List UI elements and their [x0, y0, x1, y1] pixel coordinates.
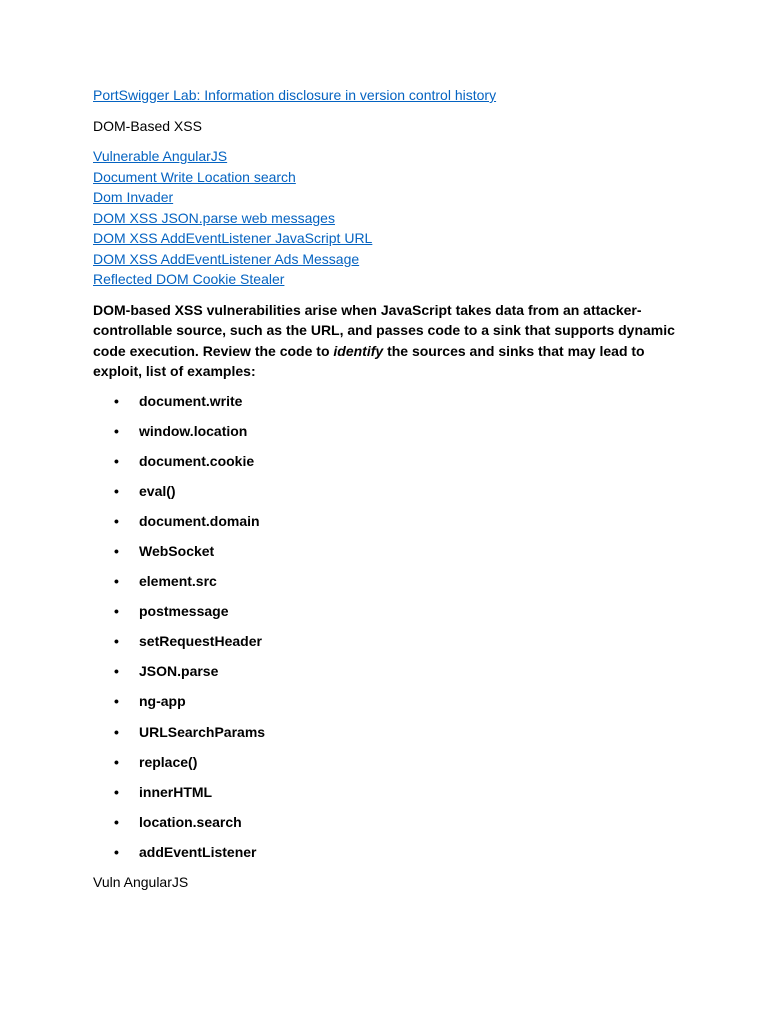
list-item [93, 842, 683, 872]
list-item-text: WebSocket [139, 542, 215, 559]
bullet-icon: • [114, 452, 119, 469]
list-item [93, 752, 683, 782]
link-dom-xss-addeventlistener-ads-message[interactable]: DOM XSS AddEventListener Ads Message [93, 250, 360, 267]
bullet-icon: • [114, 422, 119, 439]
list-item [93, 631, 683, 661]
bullet-icon: • [114, 843, 119, 860]
footer-heading: Vuln AngularJS [93, 874, 189, 890]
bullet-icon: • [114, 753, 119, 770]
list-item [93, 541, 683, 571]
list-item [93, 661, 683, 691]
document-page [93, 85, 683, 893]
bullet-icon: • [114, 482, 119, 499]
description-paragraph [93, 300, 683, 382]
link-dom-xss-addeventlistener-javascript-url[interactable]: DOM XSS AddEventListener JavaScript URL [93, 230, 373, 246]
list-item [93, 571, 683, 601]
list-item [93, 812, 683, 842]
link-reflected-dom-cookie-stealer[interactable]: Reflected DOM Cookie Stealer [93, 271, 285, 287]
list-item-text: innerHTML [139, 783, 213, 800]
list-item-text: URLSearchParams [139, 723, 266, 740]
list-item-text: document.cookie [139, 452, 255, 469]
link-dom-invader[interactable]: Dom Invader [93, 189, 174, 205]
bullet-icon: • [114, 512, 119, 529]
link-list [93, 146, 683, 290]
list-item-text: window.location [139, 422, 248, 439]
paragraph-text-before: DOM-based XSS vulnerabilities arise when JavaScript takes data from an attacker-controllable source, such as the URL, and passes code to a sink that supports dynamic code execution. Review the code to [93, 301, 675, 359]
paragraph-text-after: the sources and sinks that may lead to exploit, list of examples: [93, 342, 645, 379]
examples-list [93, 391, 683, 873]
list-item-text: element.src [139, 573, 217, 590]
bullet-icon: • [114, 573, 119, 590]
list-item [93, 421, 683, 451]
list-item-text: setRequestHeader [139, 633, 262, 650]
list-item [93, 511, 683, 541]
list-item-text: replace() [139, 753, 198, 770]
list-item-text: eval() [139, 482, 176, 499]
list-item-text: addEventListener [139, 843, 257, 860]
list-item [93, 691, 683, 721]
list-item-text: JSON.parse [139, 663, 219, 680]
list-item [93, 782, 683, 812]
link-document-write-location-search[interactable]: Document Write Location search [93, 168, 296, 185]
bullet-icon: • [114, 723, 119, 740]
link-dom-xss-json-parse[interactable]: DOM XSS JSON.parse web messages [93, 209, 335, 226]
list-item-text: ng-app [139, 693, 186, 710]
list-item-text: document.write [139, 392, 243, 409]
list-item [93, 722, 683, 752]
list-item-text: location.search [139, 813, 242, 830]
bullet-icon: • [114, 392, 119, 409]
portswigger-lab-link[interactable]: PortSwigger Lab: Information disclosure in version control history [93, 87, 497, 103]
bullet-icon: • [114, 633, 119, 650]
list-item [93, 391, 683, 421]
list-item [93, 451, 683, 481]
bullet-icon: • [114, 542, 119, 559]
bullet-icon: • [114, 603, 119, 620]
bullet-icon: • [114, 783, 119, 800]
list-item [93, 481, 683, 511]
list-item-text: document.domain [139, 512, 260, 529]
list-item-text: postmessage [139, 603, 229, 620]
bullet-icon: • [114, 813, 119, 830]
link-vulnerable-angularjs[interactable]: Vulnerable AngularJS [93, 148, 228, 164]
bullet-icon: • [114, 663, 119, 680]
paragraph-emphasis: identify [333, 342, 384, 359]
list-item [93, 601, 683, 631]
section-heading: DOM-Based XSS [93, 117, 202, 134]
bullet-icon: • [114, 693, 119, 710]
